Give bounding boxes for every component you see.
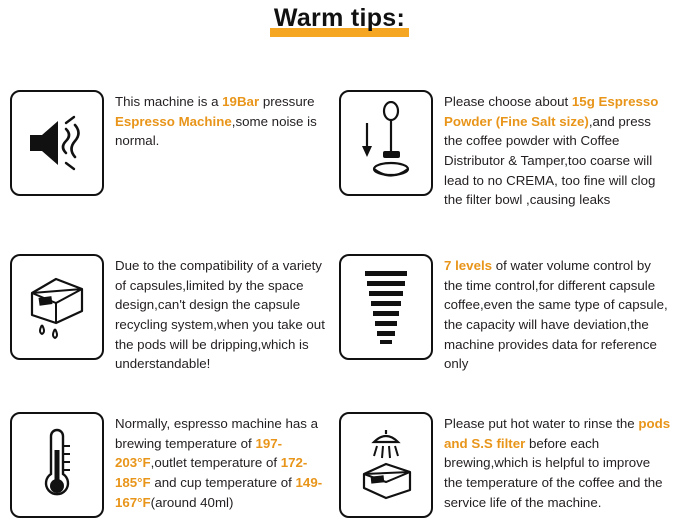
tip-icon-box [10, 254, 104, 360]
tip-seg: ,some noise is normal. [115, 113, 317, 149]
tip-seg: (around 40ml) [150, 494, 234, 510]
speaker-noise-icon [24, 115, 90, 171]
tip-icon-box [10, 412, 104, 518]
page-title [270, 4, 409, 35]
tip-seg: Please put hot water to rinse the [444, 416, 639, 431]
tip-seg: Normally, espresso machine has a brewing temperature of [115, 416, 318, 451]
tip-seg: pressure [259, 94, 315, 109]
tip-seg-highlight: 197-203°F [115, 435, 283, 471]
tip-item [0, 90, 338, 246]
tip-seg-highlight: 15g Espresso Powder (Fine Salt size) [444, 94, 659, 129]
tip-seg: Please choose about [444, 94, 572, 109]
tip-icon-box [339, 254, 433, 360]
water-levels-icon [357, 267, 415, 347]
tip-seg-highlight: 149-167°F [115, 475, 323, 510]
tip-item [338, 90, 679, 246]
tip-icon-box [339, 90, 433, 196]
tip-seg-highlight: 19Bar [222, 94, 260, 109]
tip-seg: ,outlet temperature of [150, 455, 281, 471]
capsule-dripping-icon [22, 271, 92, 343]
tip-text [433, 412, 671, 512]
tip-seg: of water volume control by the time control,for different capsule coffee,even the same type of capsule, the capacity will have deviation,the machine provides data for reference only [444, 258, 668, 372]
page-title-text: Warm tips: [273, 4, 406, 32]
rinse-shower-filter-icon [352, 426, 420, 504]
tip-seg: This machine is a [115, 94, 223, 109]
tip-text [433, 254, 671, 374]
tip-text [104, 254, 330, 374]
page-title-wrap [0, 4, 679, 35]
tip-text [104, 412, 330, 512]
tip-seg-highlight: 172-185°F [115, 455, 308, 491]
tip-seg-highlight: Espresso Machine [115, 113, 232, 129]
coffee-tamper-distributor-icon [355, 101, 417, 185]
tip-seg-highlight: 7 levels [444, 258, 493, 273]
tip-seg: Due to the compatibility of a variety of capsules,limited by the space design,can't design the capsule recycling system,when you take out the pods will be dripping,which is understandable! [115, 258, 325, 372]
tip-text [433, 90, 671, 210]
tip-icon-box [339, 412, 433, 518]
tip-item [338, 246, 679, 402]
tip-item [0, 402, 338, 522]
tip-text [104, 90, 330, 151]
tip-seg: ,and press the coffee powder with Coffee Distributor & Tamper,too coarse will lead to no CREMA, too fine will clog the filter bowl ,causing leaks [444, 113, 656, 208]
tip-seg: and cup temperature of [150, 475, 296, 491]
tip-seg-highlight: pods and S.S filter [444, 416, 671, 451]
tip-seg: before each brewing,which is helpful to improve the temperature of the coffee and the service life of the machine. [444, 435, 663, 510]
tip-item [338, 402, 679, 522]
thermometer-icon [35, 426, 79, 504]
tip-icon-box [10, 90, 104, 196]
tip-item [0, 246, 338, 402]
tips-grid [0, 90, 679, 522]
